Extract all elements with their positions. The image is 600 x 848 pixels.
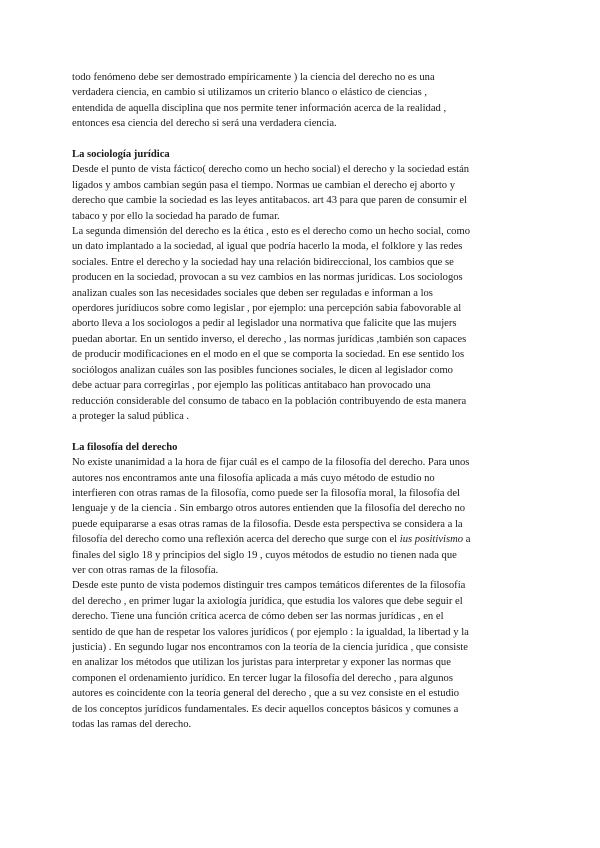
text-line: autores es coincidente con la teoría general del derecho , que a su vez consiste en el estudio	[72, 688, 460, 700]
text-line: reducción considerable del consumo de tabaco en la población contribuyendo de esta manera	[72, 395, 467, 407]
italic-term: ius positivismo	[399, 534, 464, 546]
text-line: No existe unanimidad a la hora de fijar cuál es el campo de la filosofía del derecho. Para unos	[72, 457, 470, 469]
document-page	[72, 70, 532, 732]
text-segment: filosofía del derecho como una reflexión acerca del derecho que surge con el	[72, 534, 400, 546]
spacer	[72, 132, 532, 147]
text-line: producen en la sociedad, provocan a su vez cambios en las normas jurídicas. Los sociologos	[72, 272, 463, 284]
text-line: autores nos encontramos ante una filosofía aplicada a más cuyo método de estudio no	[72, 472, 435, 484]
text-line: a proteger la salud pública .	[72, 410, 190, 422]
text-line: puede equipararse a esas otras ramas de la filosofía. Desde esta perspectiva se considera a la	[72, 518, 463, 530]
text-line: Desde el punto de vista fáctico( derecho como un hecho social) el derecho y la sociedad están	[72, 164, 470, 176]
text-line: verdadera ciencia, en cambio si utilizamos un criterio blanco o elástico de ciencias ,	[72, 87, 428, 99]
section-heading-sociologia: La sociología jurídica	[72, 149, 170, 161]
text-line: sociólogos analizan cuáles son las posibles funciones sociales, le dicen al legislador como	[72, 364, 453, 376]
text-line: en analizar los métodos que utilizan los juristas para interpretar y exponer las normas que	[72, 657, 451, 669]
text-line: lenguaje y de la ciencia . Sin embargo otros autores entienden que la filosofía del derecho no	[72, 503, 466, 515]
text-line: entonces esa ciencia del derecho si será una verdadera ciencia.	[72, 118, 337, 130]
text-line: del derecho , en primer lugar la axiología jurídica, que estudia los valores que debe seguir el	[72, 595, 463, 607]
text-line: todas las ramas del derecho.	[72, 719, 192, 731]
sociologia-paragraph-2	[72, 224, 532, 424]
text-line-with-italic	[72, 532, 532, 547]
text-line: sentido de que han de respetar los valores jurídicos ( por ejemplo : la igualdad, la libertad y la	[72, 626, 469, 638]
text-line: de los conceptos jurídicos fundamentales. Es decir aquellos conceptos básicos y comunes a	[72, 703, 459, 715]
spacer	[72, 424, 532, 439]
filosofia-paragraph-2	[72, 578, 532, 732]
text-line: todo fenómeno debe ser demostrado empíricamente ) la ciencia del derecho no es una	[72, 72, 435, 83]
text-line: analizan cuales son las necesidades sociales que deben ser reguladas e informan a los	[72, 287, 433, 299]
text-line: componen el ordenamiento jurídico. En tercer lugar la filosofía del derecho , para algunos	[72, 672, 453, 684]
text-line: ver con otras ramas de la filosofía.	[72, 564, 219, 576]
text-line: derecho que cambie la sociedad es las leyes antitabacos. art 43 para que paren de consumir el	[72, 195, 468, 207]
text-line: operdores jurídiucos sobre como legislar , por ejemplo: una percepción sabia fabovorable al	[72, 303, 462, 315]
text-line: interfieren con otras ramas de la filosofía, como puede ser la filosofía moral, la filosofía del	[72, 487, 461, 499]
filosofia-paragraph-1	[72, 455, 532, 578]
sociologia-paragraph-1	[72, 162, 532, 224]
text-line: finales del siglo 18 y principios del siglo 19 , cuyos métodos de estudio no tienen nada que	[72, 549, 457, 561]
text-line: Desde este punto de vista podemos distinguir tres campos temáticos diferentes de la filosofía	[72, 580, 466, 592]
text-line: La segunda dimensión del derecho es la ética , esto es el derecho como un hecho social, como	[72, 226, 471, 238]
text-line: un dato implantado a la sociedad, al igual que podría hacerlo la moda, el folklore y las redes	[72, 241, 463, 253]
intro-paragraph	[72, 70, 532, 132]
text-line: puedan abortar. En un sentido inverso, el derecho , las normas jurídicas ,también son capaces	[72, 333, 467, 345]
text-line: entendida de aquella disciplina que nos permite tener información acerca de la realidad ,	[72, 102, 447, 114]
text-line: sociales. Entre el derecho y la sociedad hay una relación bidireccional, los cambios que se	[72, 256, 454, 268]
text-line: ligados y ambos cambian según pasa el tiempo. Normas ue cambian el derecho ej aborto y	[72, 179, 456, 191]
text-line: tabaco y por ello la sociedad ha parado de fumar.	[72, 210, 280, 222]
text-line: debe actuar para corregirlas , por ejemplo las políticas antitabaco han provocado una	[72, 380, 431, 392]
section-heading-filosofia: La filosofía del derecho	[72, 441, 178, 453]
text-line: justicia) . En segundo lugar nos encontramos con la teoría de la ciencia jurídica , que consiste	[72, 642, 468, 653]
text-line: derecho. Tiene una función crítica acerca de cómo deben ser las normas jurídicas , en el	[72, 611, 444, 623]
text-line: de producir modificaciones en el modo en el que se comporta la sociedad. En ese sentido los	[72, 349, 465, 361]
text-segment: a	[463, 534, 471, 546]
text-line: aborto lleva a los sociologos a pedir al legislador una normativa que falicite que las mujers	[72, 318, 457, 330]
